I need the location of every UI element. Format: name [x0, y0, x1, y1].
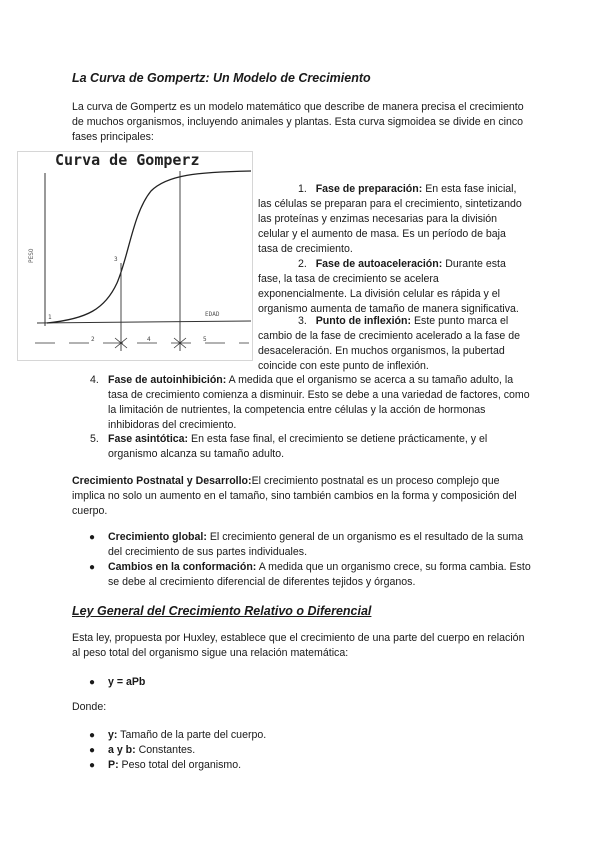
bullet-icon: ●	[89, 532, 96, 543]
phase-text: Este punto marca el cambio de la fase de crecimiento acelerado a la fase de desaceleración. En muchos organismos, la pubertad coincide con este punto de inflexión.	[258, 315, 521, 372]
donde-label: Donde:	[72, 701, 107, 713]
gompertz-figure	[17, 151, 253, 361]
phase-number: 4.	[90, 374, 99, 386]
phase-list-lower	[72, 373, 532, 433]
list-item	[72, 728, 532, 743]
phase-number: 2.	[298, 258, 307, 270]
phase-number: 1.	[298, 183, 307, 195]
variable-term: P:	[108, 759, 119, 771]
phase-text: A medida que el organismo se acerca a su tamaño adulto, la tasa de crecimiento comienza a disminuir. Esto se debe a una variedad de factores, como la limitación de nutrientes, la competencia entre células y la acción de hormonas inhibidoras del crecimiento.	[108, 374, 530, 431]
bullet-term: Crecimiento global:	[108, 531, 207, 543]
bullet-icon: ●	[89, 745, 96, 756]
list-item	[72, 743, 532, 758]
list-item	[72, 560, 532, 590]
list-item	[72, 675, 532, 690]
phase-name: Fase de preparación:	[315, 183, 423, 195]
phase-item-2	[258, 257, 528, 317]
phase-name: Punto de inflexión:	[315, 315, 412, 327]
gompertz-curve-chart	[17, 151, 253, 361]
phase-item-5	[72, 432, 532, 462]
variable-text: Peso total del organismo.	[118, 759, 242, 771]
bullet-term: Cambios en la conformación:	[108, 561, 257, 573]
phase-item-1	[258, 182, 528, 257]
bullet-icon: ●	[89, 677, 96, 688]
variable-list	[72, 728, 532, 773]
x-axis-label: EDAD	[205, 311, 220, 318]
phase-list-lower-2	[72, 432, 532, 462]
document-title: La Curva de Gompertz: Un Modelo de Crecimiento	[72, 71, 371, 85]
phase-name: Fase de autoaceleración:	[315, 258, 443, 270]
variable-term: y:	[108, 729, 118, 741]
figure-frame	[18, 152, 253, 361]
growth-bullet-list	[72, 530, 532, 590]
point-label-4: 4	[147, 336, 151, 343]
bullet-icon: ●	[89, 760, 96, 771]
list-item	[72, 530, 532, 560]
point-label-5: 5	[203, 336, 207, 343]
section-heading-law: Ley General del Crecimiento Relativo o Diferencial	[72, 604, 372, 618]
list-item	[72, 758, 532, 773]
phase-number: 3.	[298, 315, 307, 327]
phase-number: 5.	[90, 433, 99, 445]
formula: y = aPb	[108, 676, 146, 688]
phase-name: Fase de autoinhibición:	[108, 374, 227, 386]
formula-list	[72, 675, 532, 690]
postnatal-heading: Crecimiento Postnatal y Desarrollo:	[72, 475, 252, 487]
phase-text: En esta fase final, el crecimiento se detiene prácticamente, y el organismo alcanza su tamaño adulto.	[108, 433, 488, 460]
y-axis-label: PESO	[28, 248, 35, 263]
phase-text: Durante esta fase, la tasa de crecimiento se acelera exponencialmente. La división celular es rápida y el organismo aumenta de tamaño de manera significativa.	[258, 258, 519, 315]
variable-term: a y b:	[108, 744, 136, 756]
postnatal-text: El crecimiento postnatal es un proceso complejo que implica no solo un aumento en el tamaño, sino también cambios en la forma y composición del cuerpo.	[72, 475, 517, 517]
point-label-2: 2	[91, 336, 95, 343]
phase-name: Fase asintótica:	[108, 433, 189, 445]
bullet-text: El crecimiento general de un organismo es el resultado de la suma del crecimiento de sus partes individuales.	[108, 531, 524, 558]
phase-item-4	[72, 373, 532, 433]
point-label-1: 1	[48, 314, 52, 321]
phase-item-3	[258, 314, 528, 374]
bullet-icon: ●	[89, 562, 96, 573]
variable-text: Constantes.	[135, 744, 196, 756]
bullet-icon: ●	[89, 730, 96, 741]
figure-title: Curva de Gomperz	[55, 151, 200, 169]
law-intro-paragraph: Esta ley, propuesta por Huxley, establece que el crecimiento de una parte del cuerpo en relación al peso total del organismo sigue una relación matemática:	[72, 632, 525, 659]
postnatal-paragraph	[72, 474, 527, 519]
bullet-text: A medida que un organismo crece, su forma cambia. Esto se debe al crecimiento diferencial de diferentes tejidos y órganos.	[108, 561, 531, 588]
intro-paragraph: La curva de Gompertz es un modelo matemático que describe de manera precisa el crecimiento de muchos organismos, incluyendo animales y plantas. Esta curva sigmoidea se divide en cinco fases principales:	[72, 101, 524, 143]
phase-text: En esta fase inicial, las células se preparan para el crecimiento, sintetizando las proteínas y enzimas necesarias para la división celular y el aumento de masa. Es un período de baja tasa de crecimiento.	[258, 183, 522, 255]
point-label-3: 3	[114, 256, 118, 263]
variable-text: Tamaño de la parte del cuerpo.	[117, 729, 267, 741]
